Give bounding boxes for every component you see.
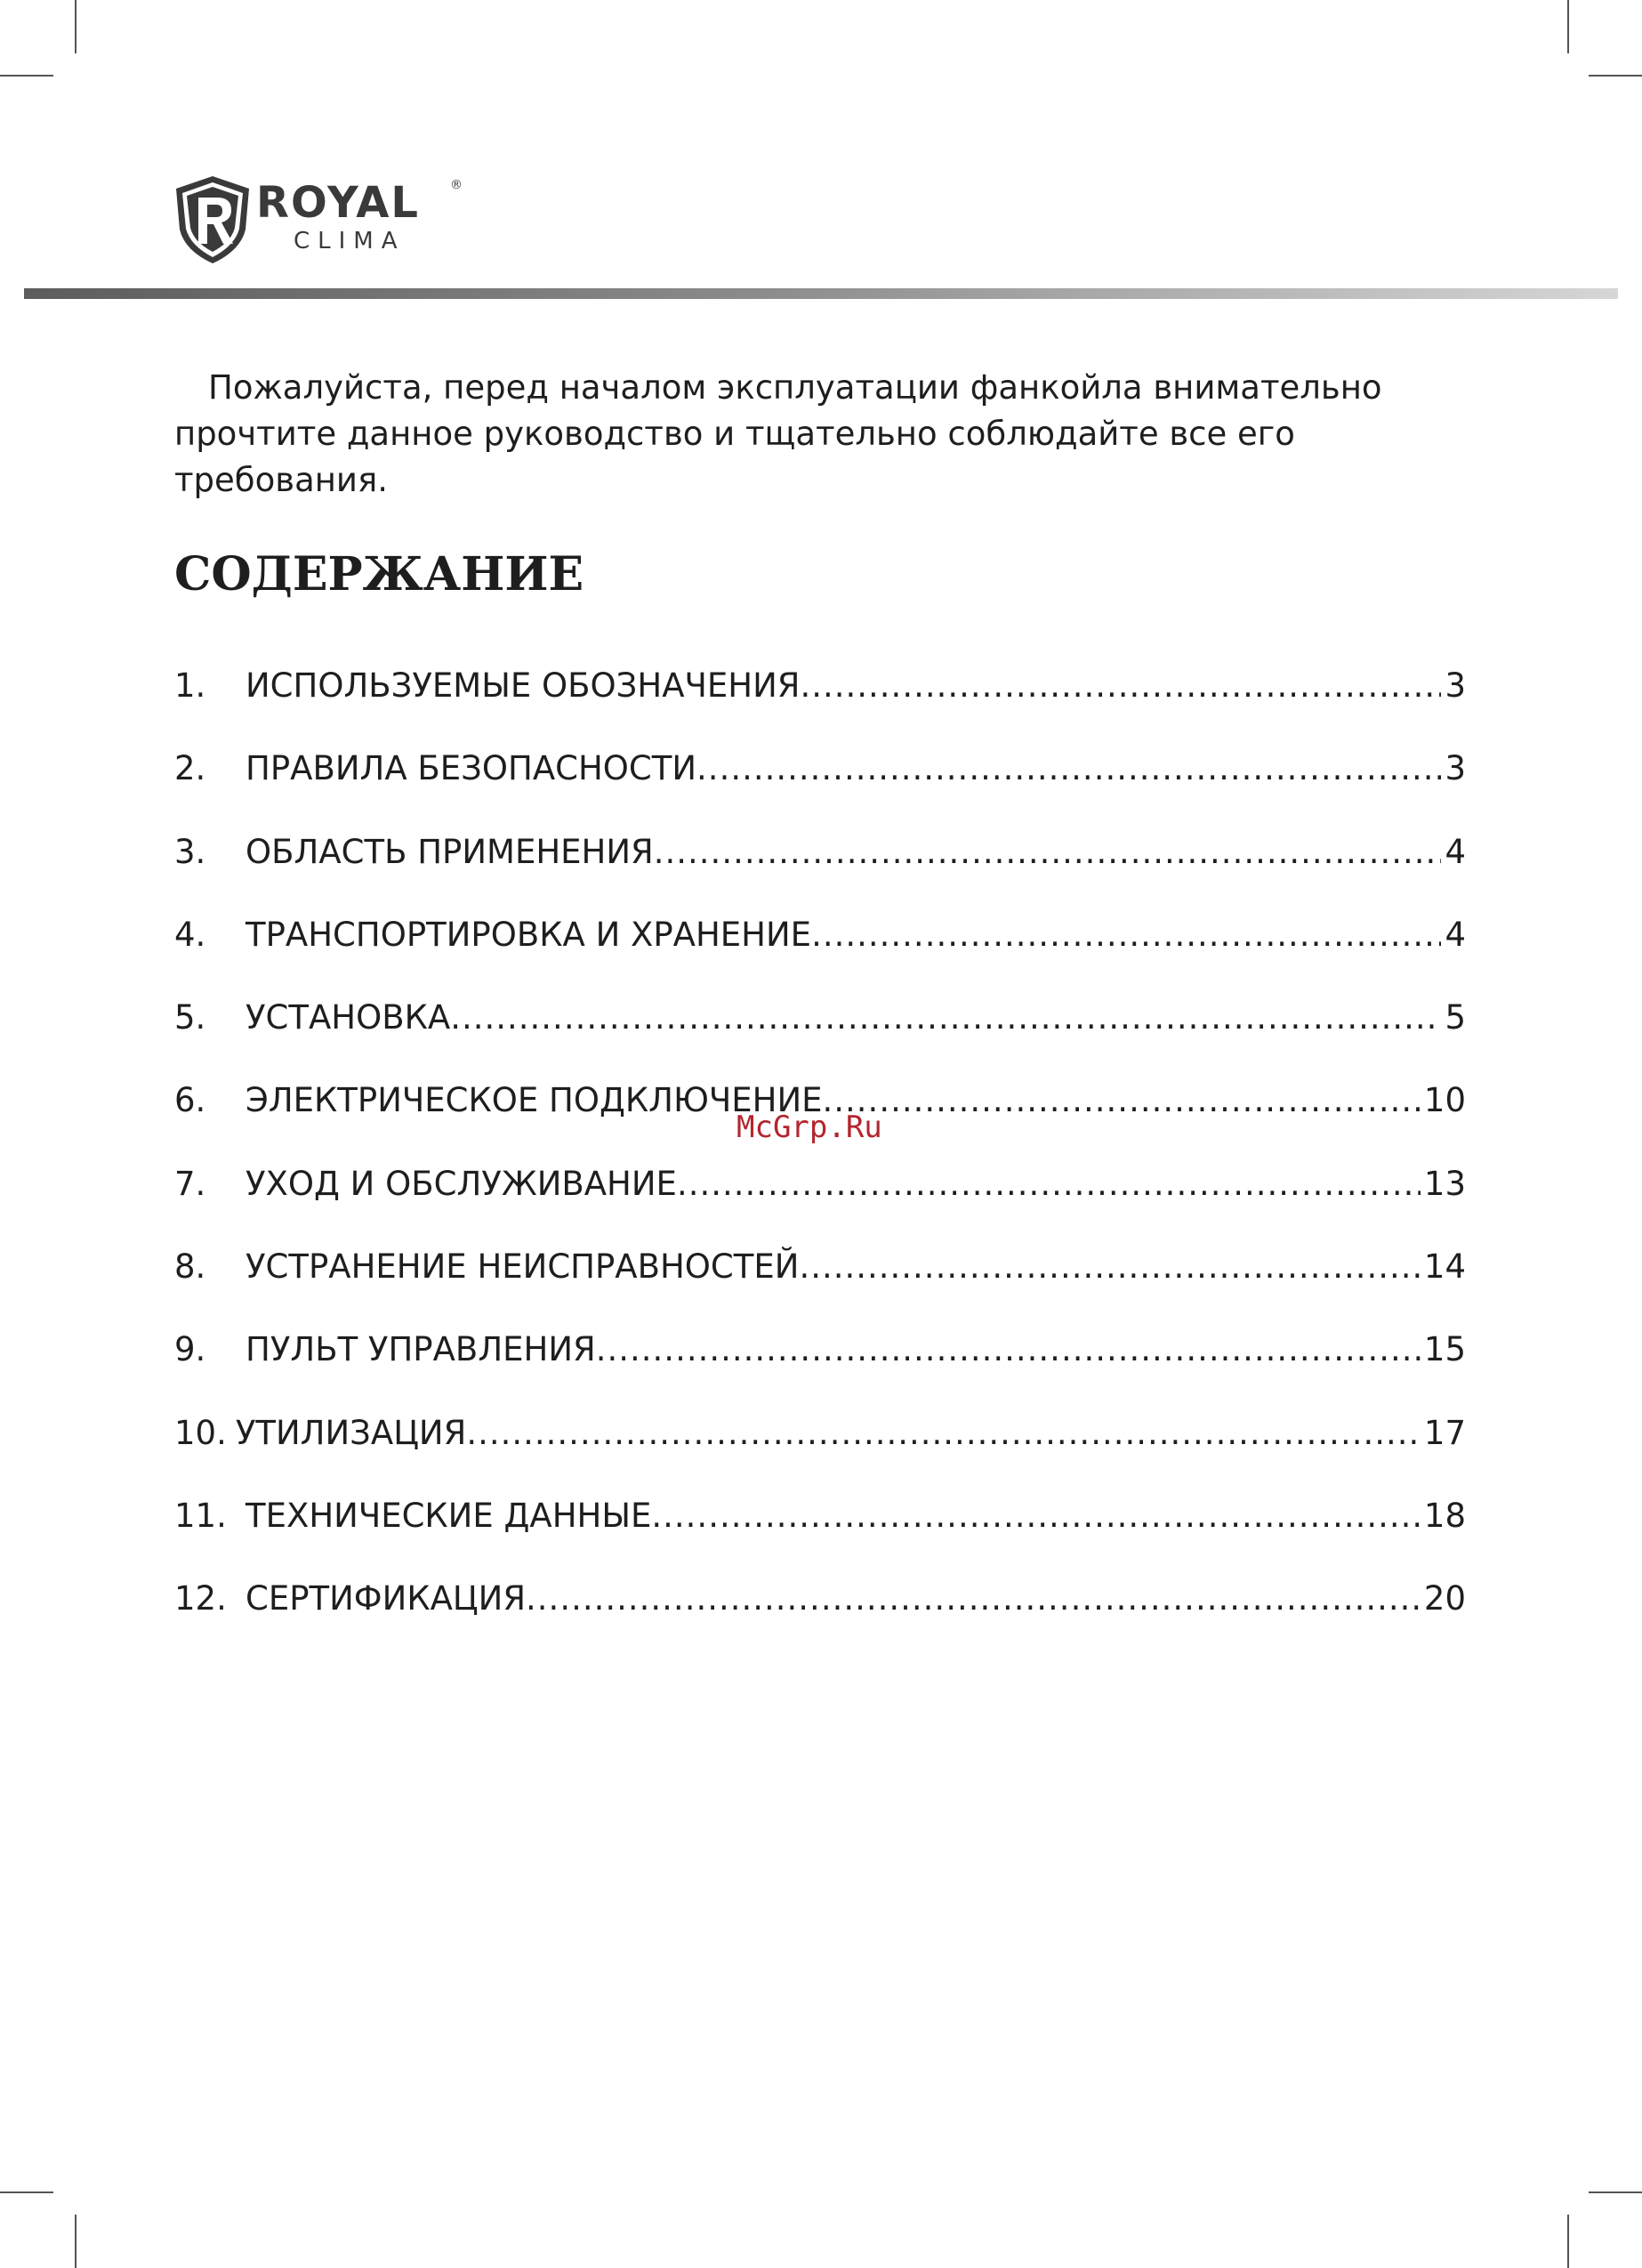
toc-item-page: 5	[1441, 995, 1466, 1041]
crop-mark-top-right-v	[1567, 0, 1569, 53]
logo-subline-text: CLIMA	[294, 228, 406, 254]
toc-item-number: 10.	[174, 1413, 227, 1452]
toc-item[interactable]	[174, 1410, 1466, 1493]
logo-brand-text: ROYAL	[256, 178, 420, 228]
toc-item-leader	[811, 912, 1441, 958]
toc-item-leader	[677, 1161, 1421, 1207]
toc-item-number: 5.	[174, 998, 206, 1037]
toc-item-label: ПРАВИЛА БЕЗОПАСНОСТИ	[245, 749, 697, 788]
toc-item[interactable]	[174, 995, 1466, 1078]
toc-item-number: 12.	[174, 1579, 227, 1618]
watermark-text: McGrp.Ru	[736, 1110, 882, 1145]
toc-item-label: ТЕХНИЧЕСКИЕ ДАННЫЕ	[245, 1496, 652, 1535]
toc-item[interactable]	[174, 1161, 1466, 1244]
toc-item-page: 18	[1421, 1493, 1466, 1539]
toc-item[interactable]	[174, 1493, 1466, 1576]
crop-mark-top-left-h	[0, 75, 53, 77]
toc-item-label: СЕРТИФИКАЦИЯ	[245, 1579, 527, 1618]
toc-item-leader	[800, 663, 1441, 709]
toc-item-number: 4.	[174, 915, 206, 954]
toc-item-label: УТИЛИЗАЦИЯ	[235, 1413, 467, 1452]
toc-item-number: 9.	[174, 1330, 206, 1369]
toc-item-number: 6.	[174, 1081, 206, 1120]
toc-item-label: УСТРАНЕНИЕ НЕИСПРАВНОСТЕЙ	[245, 1247, 800, 1287]
intro-paragraph	[174, 365, 1473, 504]
toc-item-leader	[466, 1410, 1421, 1457]
toc-item[interactable]	[174, 663, 1466, 746]
toc-item-number: 1.	[174, 666, 206, 705]
toc-item-number: 7.	[174, 1164, 206, 1203]
shield-r-logo-icon	[174, 174, 251, 265]
table-of-contents	[174, 663, 1466, 1659]
toc-item-leader	[651, 1493, 1421, 1539]
logo-wordmark	[256, 174, 479, 265]
toc-item-page: 17	[1421, 1410, 1466, 1457]
toc-item-page: 3	[1441, 746, 1466, 792]
toc-item-label: УСТАНОВКА	[245, 998, 451, 1037]
toc-item[interactable]	[174, 912, 1466, 995]
toc-item-page: 4	[1441, 829, 1466, 876]
toc-item[interactable]	[174, 1327, 1466, 1409]
toc-item-page: 20	[1421, 1576, 1466, 1622]
toc-item[interactable]	[174, 1244, 1466, 1327]
crop-mark-bottom-right-v	[1567, 2215, 1569, 2268]
toc-item-number: 3.	[174, 832, 206, 871]
intro-text: Пожалуйста, перед началом эксплуатации фанкойла внимательно прочтите данное руководство и тщательно соблюдайте все его требования.	[174, 368, 1382, 499]
toc-item-label: ОБЛАСТЬ ПРИМЕНЕНИЯ	[245, 832, 654, 871]
toc-item[interactable]	[174, 829, 1466, 912]
toc-item-leader	[526, 1576, 1421, 1622]
toc-item-leader	[823, 1078, 1421, 1124]
logo-registered-mark: ®	[450, 178, 463, 192]
toc-item-number: 8.	[174, 1247, 206, 1287]
crop-mark-top-left-v	[75, 0, 76, 53]
toc-item-leader	[696, 746, 1441, 792]
toc-item-label: ИСПОЛЬЗУЕМЫЕ ОБОЗНАЧЕНИЯ	[245, 666, 801, 705]
crop-mark-bottom-right-h	[1589, 2191, 1642, 2193]
toc-item-leader	[799, 1244, 1420, 1290]
toc-item-label: ТРАНСПОРТИРОВКА И ХРАНЕНИЕ	[245, 915, 812, 954]
toc-item-leader	[450, 995, 1441, 1041]
crop-mark-top-right-h	[1589, 75, 1642, 77]
toc-item[interactable]	[174, 1576, 1466, 1659]
toc-item-page: 13	[1421, 1161, 1466, 1207]
toc-item-number: 11.	[174, 1496, 227, 1535]
toc-item-page: 3	[1441, 663, 1466, 709]
brand-logo	[174, 174, 481, 265]
toc-item[interactable]	[174, 746, 1466, 828]
toc-item-label: ПУЛЬТ УПРАВЛЕНИЯ	[245, 1330, 596, 1369]
header-divider	[24, 288, 1618, 299]
toc-item-label: УХОД И ОБСЛУЖИВАНИЕ	[245, 1164, 677, 1203]
crop-mark-bottom-left-h	[0, 2191, 53, 2193]
toc-title: СОДЕРЖАНИЕ	[174, 547, 584, 601]
toc-item-leader	[596, 1327, 1421, 1373]
toc-item-page: 4	[1441, 912, 1466, 958]
toc-item-number: 2.	[174, 749, 206, 788]
toc-item-page: 10	[1421, 1078, 1466, 1124]
toc-item-label: ЭЛЕКТРИЧЕСКОЕ ПОДКЛЮЧЕНИЕ	[245, 1081, 823, 1120]
toc-item-page: 15	[1421, 1327, 1466, 1373]
toc-item-leader	[654, 829, 1442, 876]
toc-item-page: 14	[1421, 1244, 1466, 1290]
crop-mark-bottom-left-v	[75, 2215, 76, 2268]
